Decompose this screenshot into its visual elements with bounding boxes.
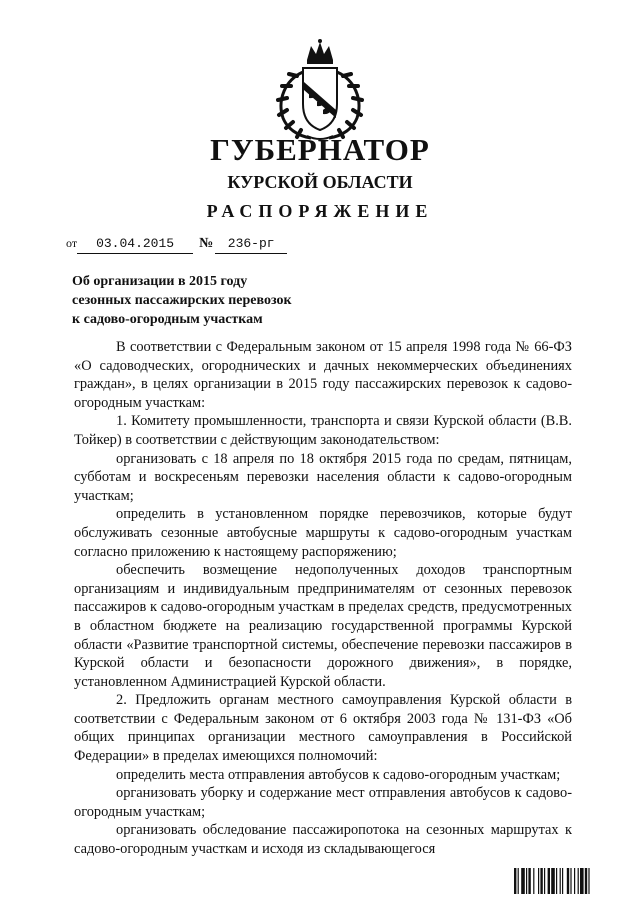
body-paragraph: определить в установленном порядке перевозчиков, которые будут обслуживать сезонные автобусные маршруты к садово-огородным участкам согласно приложению к настоящему распоряжению; (74, 506, 572, 560)
body-paragraph: обеспечить возмещение недополученных доходов транспортным организациям и индивидуальным предпринимателям от сезонных перевозок пассажиров к садово-огородным участкам в пределах средств, предусмотренных в областном бюджете на реализацию государственной программы Курской области «Развитие транспортной системы, обеспечение перевозки пассажиров в Курской области и безопасности дорожного движения», в порядке, установленном Администрацией Курской области. (74, 562, 572, 690)
barcode-bar (544, 868, 545, 894)
subject-line: Об организации в 2015 году (72, 274, 248, 289)
header-region: КУРСКОЙ ОБЛАСТИ (227, 172, 413, 192)
body-paragraph: 2. Предложить органам местного самоуправления Курской области в соответствии с Федеральным законом от 6 октября 2003 года № 131-ФЗ «Об общих принципах организации местного самоуправления в Российской Федерации» в пределах имеющихся полномочий: (74, 692, 572, 765)
body-paragraph: организовать уборку и содержание мест отправления автобусов к садово-огородным участкам; (74, 785, 572, 820)
subject-line: сезонных пассажирских перевозок (72, 293, 292, 308)
document-body (74, 338, 572, 859)
body-paragraph: 1. Комитету промышленности, транспорта и связи Курской области (В.В. Тойкер) в соответствии с действующим законодательством: (74, 413, 572, 448)
document-date: 03.04.2015 (77, 235, 193, 254)
barcode-bar (556, 868, 557, 894)
number-label: № (199, 236, 214, 251)
barcode-bar (578, 868, 579, 894)
body-paragraph: организовать с 18 апреля по 18 октября 2015 года по средам, пятницам, субботам и воскресеньям перевозки населения области к садово-огородным участкам; (74, 450, 572, 504)
barcode-bar (538, 868, 539, 894)
barcode-bar (528, 868, 530, 894)
body-paragraph: организовать обследование пассажиропотока на сезонных маршрутах к садово-огородным участкам и исходя из складывающегося (74, 822, 572, 858)
barcode-icon (514, 868, 622, 894)
document-number: 236-рг (215, 235, 287, 254)
barcode-bar (551, 868, 555, 894)
barcode-bar (585, 868, 587, 894)
barcode-bar (570, 868, 571, 894)
barcode-bar (580, 868, 584, 894)
body-paragraph: определить места отправления автобусов к садово-огородным участкам; (116, 766, 561, 783)
barcode-bar (533, 868, 534, 894)
barcode-bar (548, 868, 550, 894)
barcode-bar (560, 868, 561, 894)
barcode-bar (588, 868, 589, 894)
barcode-bar (518, 868, 519, 894)
barcode-bar (540, 868, 542, 894)
date-label: от (66, 236, 78, 250)
subject-block (72, 272, 292, 329)
document-type: РАСПОРЯЖЕНИЕ (206, 201, 434, 221)
barcode-bar (526, 868, 527, 894)
barcode-bar (574, 868, 575, 894)
barcode-bar (567, 868, 569, 894)
barcode-bar (514, 868, 516, 894)
coat-of-arms-icon (267, 38, 373, 142)
barcode-bar (521, 868, 525, 894)
dateline (66, 234, 287, 254)
barcode-bar (562, 868, 563, 894)
body-paragraph: В соответствии с Федеральным законом от 15 апреля 1998 года № 66-ФЗ «О садоводческих, огороднических и дачных некоммерческих объединениях граждан», в целях организации в 2015 году пассажирских перевозок к садово-огородным участкам: (74, 339, 572, 411)
header-title: ГУБЕРНАТОР (210, 132, 430, 167)
subject-line: к садово-огородным участкам (72, 312, 263, 327)
